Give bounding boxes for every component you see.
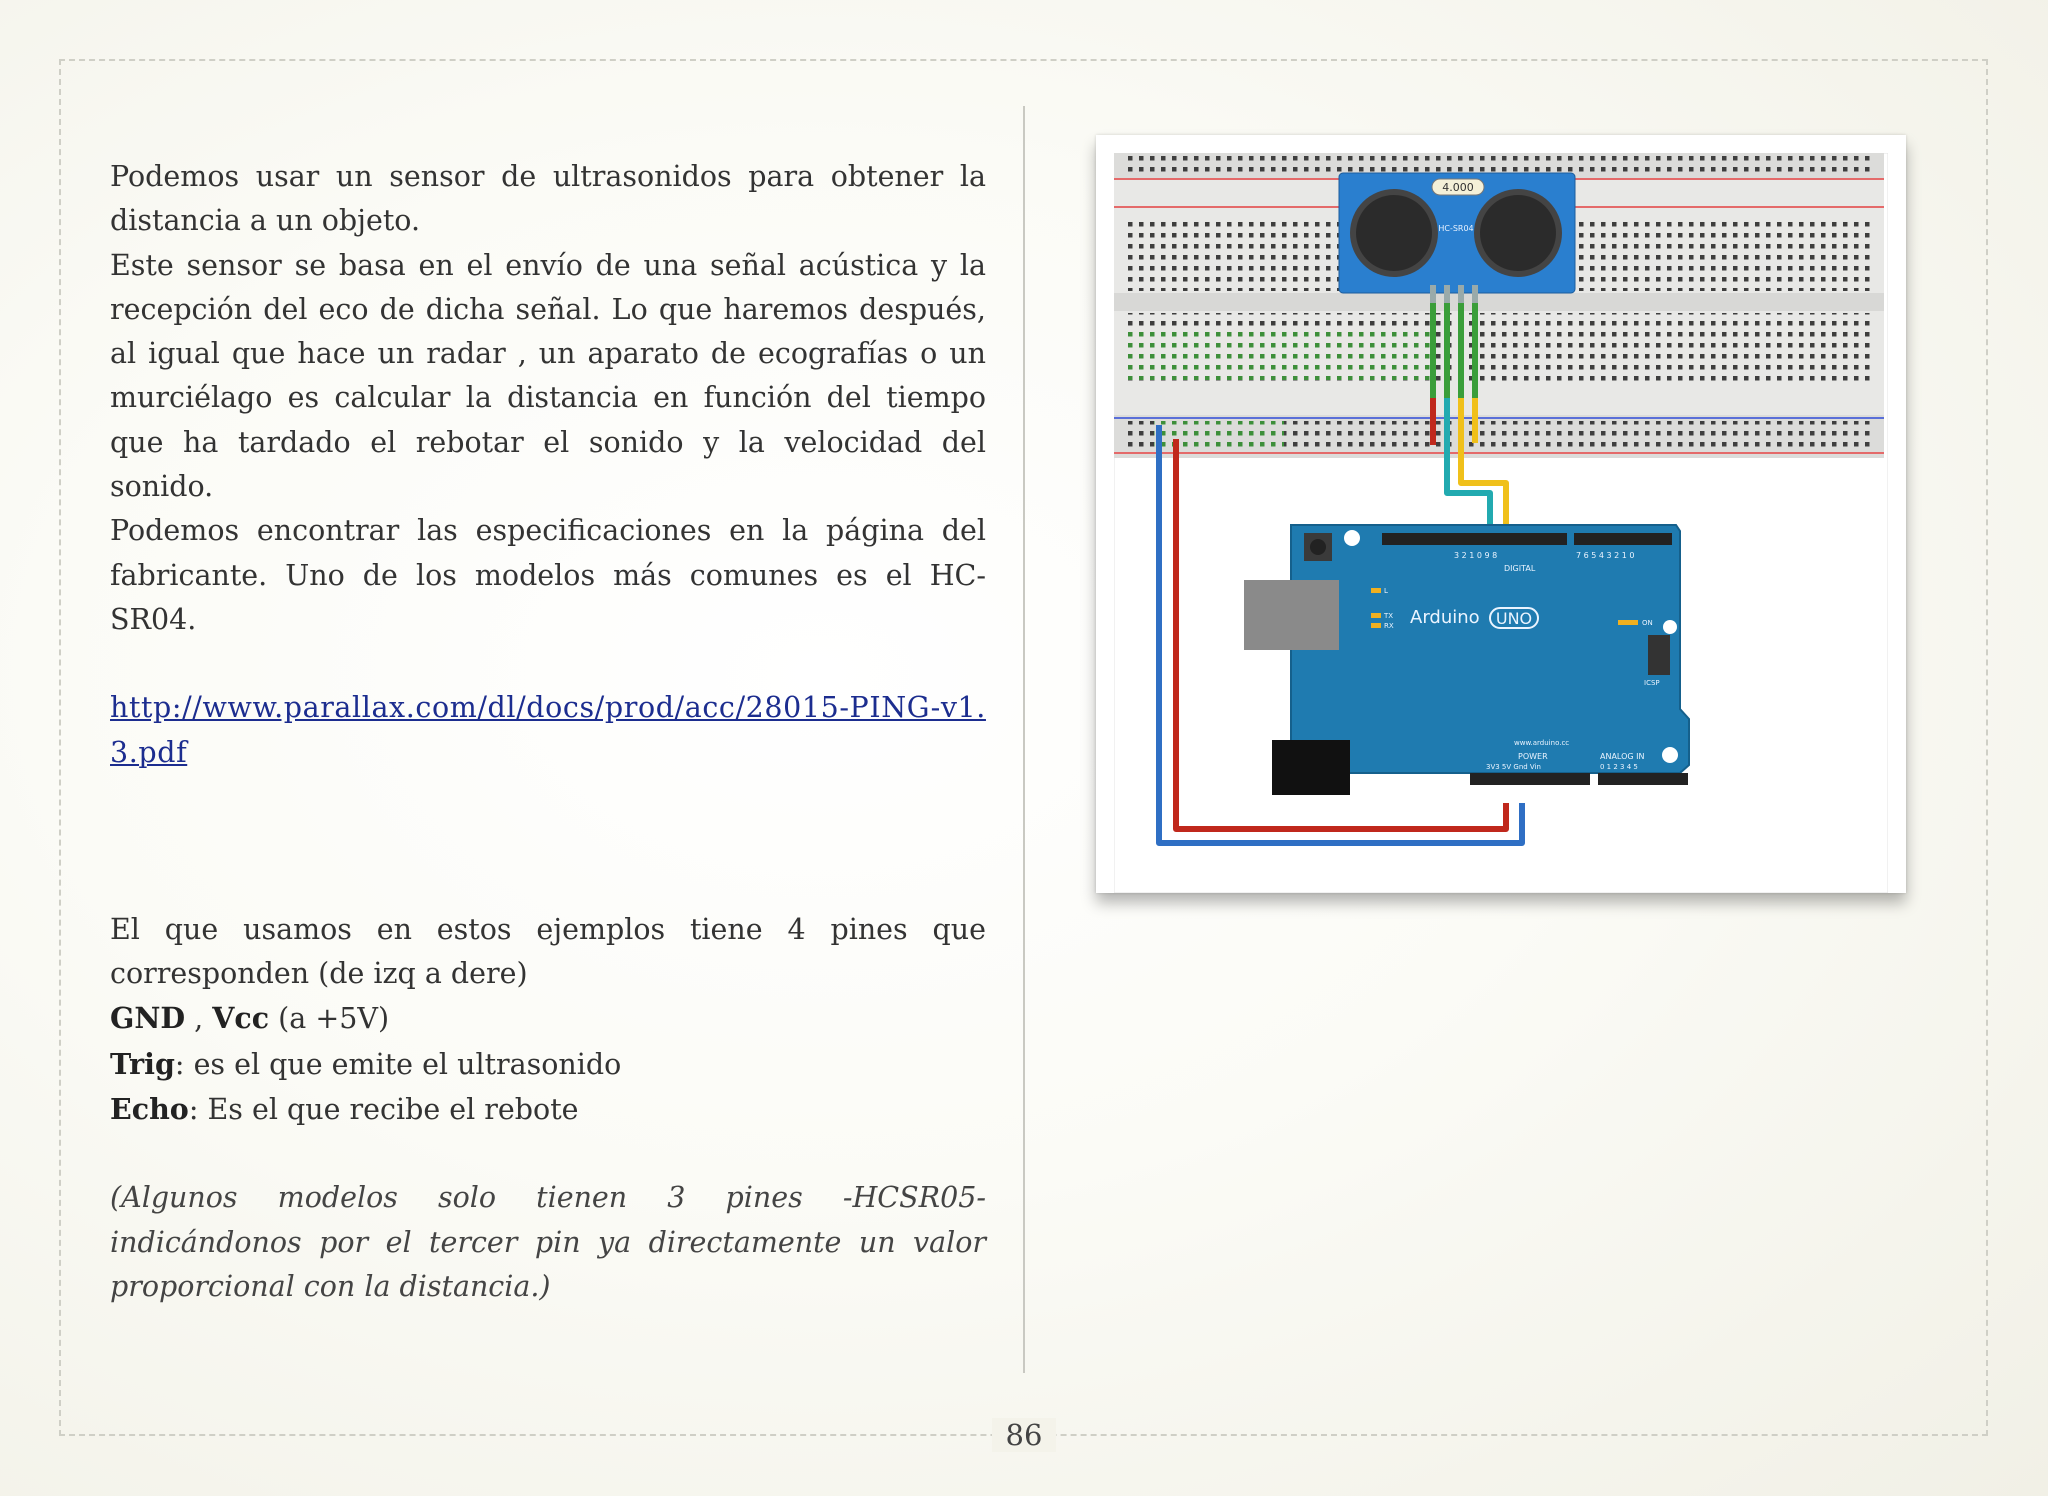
digital-label: DIGITAL (1504, 564, 1536, 573)
gnd-label: GND (110, 1001, 186, 1036)
circuit-figure (1096, 135, 1906, 893)
rx-label: RX (1384, 622, 1394, 630)
l-led-label: L (1384, 587, 1388, 595)
trig-description: : es el que emite el ultrasonido (174, 1047, 622, 1081)
page-number-value: 86 (992, 1418, 1057, 1452)
vcc-label: Vcc (212, 1001, 270, 1036)
vcc-description: (a +5V) (269, 1002, 390, 1036)
page-number (0, 1418, 2048, 1452)
datasheet-link[interactable]: http://www.parallax.com/dl/docs/prod/acc/28015-PING-v1.3.pdf (110, 691, 986, 769)
tx-label: TX (1384, 612, 1394, 620)
power-label: POWER (1518, 752, 1548, 761)
paragraph-intro: Podemos usar un sensor de ultrasonidos para obtener la distancia a un objeto. (110, 160, 986, 238)
text-column (110, 155, 986, 1309)
pin-line-gnd-vcc (110, 996, 986, 1041)
power-pin-labels: 3V3 5V Gnd Vin (1486, 763, 1541, 771)
digital-pins-top: 3 2 1 0 9 8 (1454, 551, 1498, 560)
board-name: Arduino (1410, 607, 1480, 628)
website-label: www.arduino.cc (1514, 739, 1570, 747)
arduino-board (1244, 525, 1689, 795)
power-jack (1272, 740, 1350, 795)
column-divider (1023, 106, 1025, 1373)
paragraph-pins-intro: El que usamos en estos ejemplos tiene 4 pines que corresponden (de izq a dere) (110, 912, 986, 991)
analog-label: ANALOG IN (1600, 752, 1645, 761)
echo-description: : Es el que recibe el rebote (188, 1093, 579, 1127)
pin-line-trig (110, 1042, 986, 1087)
separator: , (185, 1002, 213, 1036)
sensor-crystal-label: 4.000 (1442, 181, 1474, 194)
on-led-label: ON (1642, 619, 1653, 627)
circuit-diagram (1114, 153, 1888, 893)
usb-port (1244, 580, 1339, 650)
echo-label: Echo (110, 1092, 189, 1127)
digital-pins-right: 7 6 5 4 3 2 1 0 (1576, 551, 1635, 560)
board-model: UNO (1495, 609, 1533, 628)
ultrasonic-sensor (1339, 173, 1575, 307)
icsp-label: ICSP (1644, 679, 1660, 687)
trig-label: Trig (110, 1046, 175, 1081)
note-three-pin-models: (Algunos modelos solo tienen 3 pines -HCSR05- indicándonos por el tercer pin ya directamente un valor proporcional con la distancia.) (110, 1181, 986, 1303)
paragraph-sensor-explanation: Este sensor se basa en el envío de una señal acústica y la recepción del eco de dicha señal. Lo que haremos después, al igual que hace un radar , un aparato de ecografías o un murciélago es calcular la distancia en función del tiempo que ha tardado el rebotar el sonido y la velocidad del sonido. (110, 248, 986, 504)
sensor-model-label: HC-SR04 (1438, 224, 1474, 233)
pin-line-echo (110, 1087, 986, 1132)
analog-pin-labels: 0 1 2 3 4 5 (1600, 763, 1638, 771)
paragraph-specifications: Podemos encontrar las especificaciones en la página del fabricante. Uno de los modelos más comunes es el HC-SR04. (110, 514, 986, 636)
